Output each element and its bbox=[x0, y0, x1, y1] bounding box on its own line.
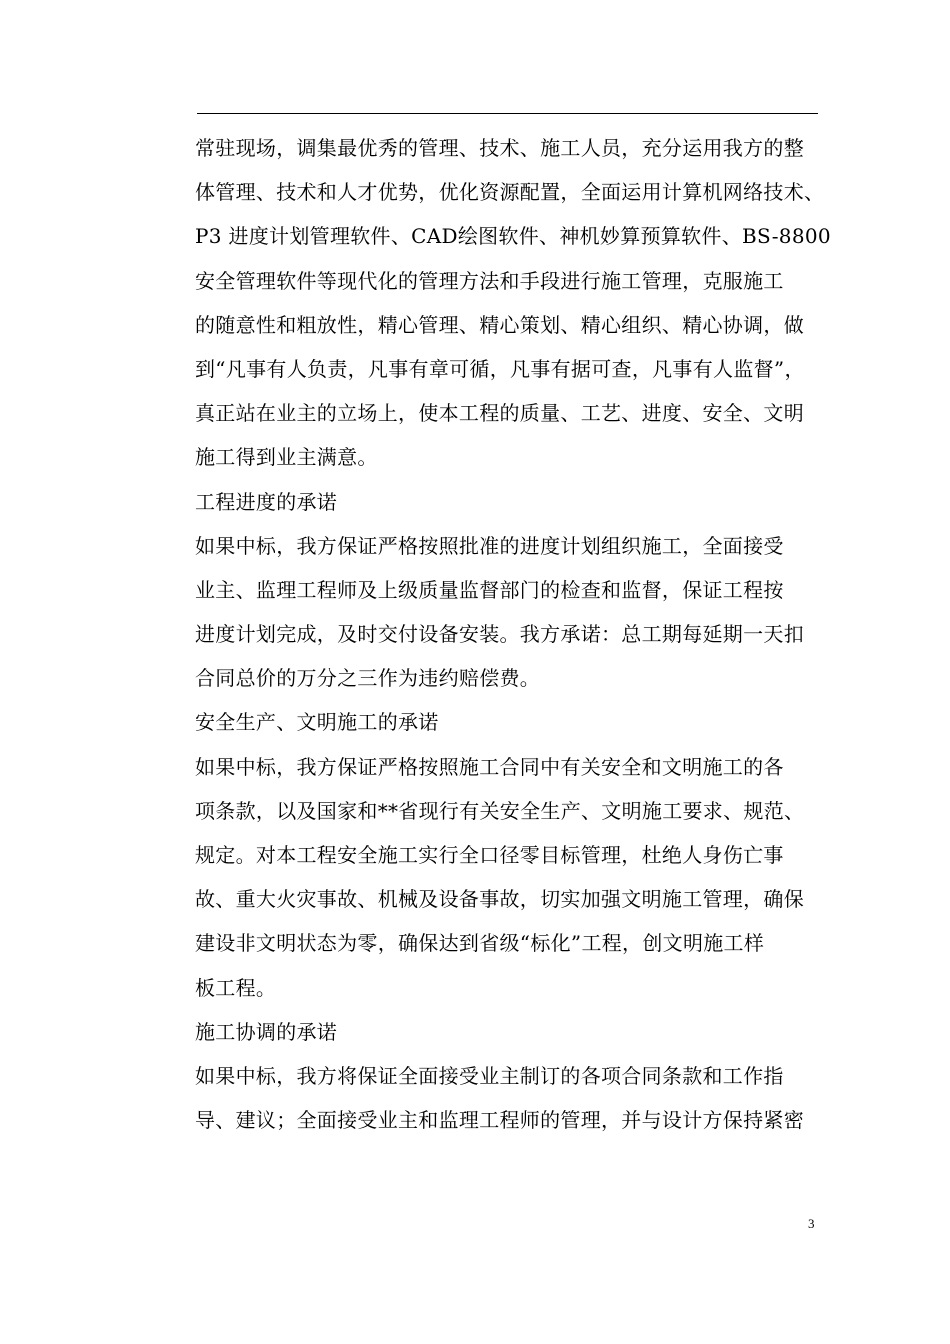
page-number: 3 bbox=[808, 1216, 815, 1231]
section-heading-schedule: 工程进度的承诺 bbox=[195, 489, 338, 514]
text-line-4: 安全管理软件等现代化的管理方法和手段进行施工管理，克服施工 bbox=[195, 268, 784, 293]
text-line-12: 进度计划完成，及时交付设备安装。我方承诺：总工期每延期一天扣 bbox=[195, 622, 804, 647]
section-heading-coordination: 施工协调的承诺 bbox=[195, 1019, 338, 1044]
header-rule bbox=[197, 113, 818, 114]
text-line-18: 故、重大火灾事故、机械及设备事故，切实加强文明施工管理，确保 bbox=[195, 887, 804, 912]
text-line-8: 施工得到业主满意。 bbox=[195, 445, 378, 470]
document-body bbox=[195, 126, 845, 1142]
text-line-19: 建设非文明状态为零，确保达到省级“标化”工程，创文明施工样 bbox=[195, 931, 765, 956]
text-line-3: P3 进度计划管理软件、CAD绘图软件、神机妙算预算软件、BS-8800 bbox=[195, 224, 831, 249]
text-line-20: 板工程。 bbox=[195, 975, 277, 1000]
text-line-6: 到“凡事有人负责，凡事有章可循，凡事有据可查，凡事有人监督”， bbox=[195, 356, 805, 381]
text-line-15: 如果中标，我方保证严格按照施工合同中有关安全和文明施工的各 bbox=[195, 754, 784, 779]
text-line-23: 导、建议；全面接受业主和监理工程师的管理，并与设计方保持紧密 bbox=[195, 1108, 804, 1133]
text-line-10: 如果中标，我方保证严格按照批准的进度计划组织施工，全面接受 bbox=[195, 533, 784, 558]
text-line-7: 真正站在业主的立场上，使本工程的质量、工艺、进度、安全、文明 bbox=[195, 401, 804, 426]
section-heading-safety: 安全生产、文明施工的承诺 bbox=[195, 710, 439, 735]
text-line-2: 体管理、技术和人才优势，优化资源配置，全面运用计算机网络技术、 bbox=[195, 180, 825, 205]
text-line-11: 业主、监理工程师及上级质量监督部门的检查和监督，保证工程按 bbox=[195, 577, 784, 602]
text-line-5: 的随意性和粗放性，精心管理、精心策划、精心组织、精心协调，做 bbox=[195, 312, 804, 337]
text-line-17: 规定。对本工程安全施工实行全口径零目标管理，杜绝人身伤亡事 bbox=[195, 843, 784, 867]
text-line-22: 如果中标，我方将保证全面接受业主制订的各项合同条款和工作指 bbox=[195, 1063, 784, 1088]
text-line-1: 常驻现场，调集最优秀的管理、技术、施工人员，充分运用我方的整 bbox=[195, 136, 804, 160]
text-line-13: 合同总价的万分之三作为违约赔偿费。 bbox=[195, 666, 541, 691]
text-line-16: 项条款，以及国家和**省现行有关安全生产、文明施工要求、规范、 bbox=[195, 798, 805, 823]
